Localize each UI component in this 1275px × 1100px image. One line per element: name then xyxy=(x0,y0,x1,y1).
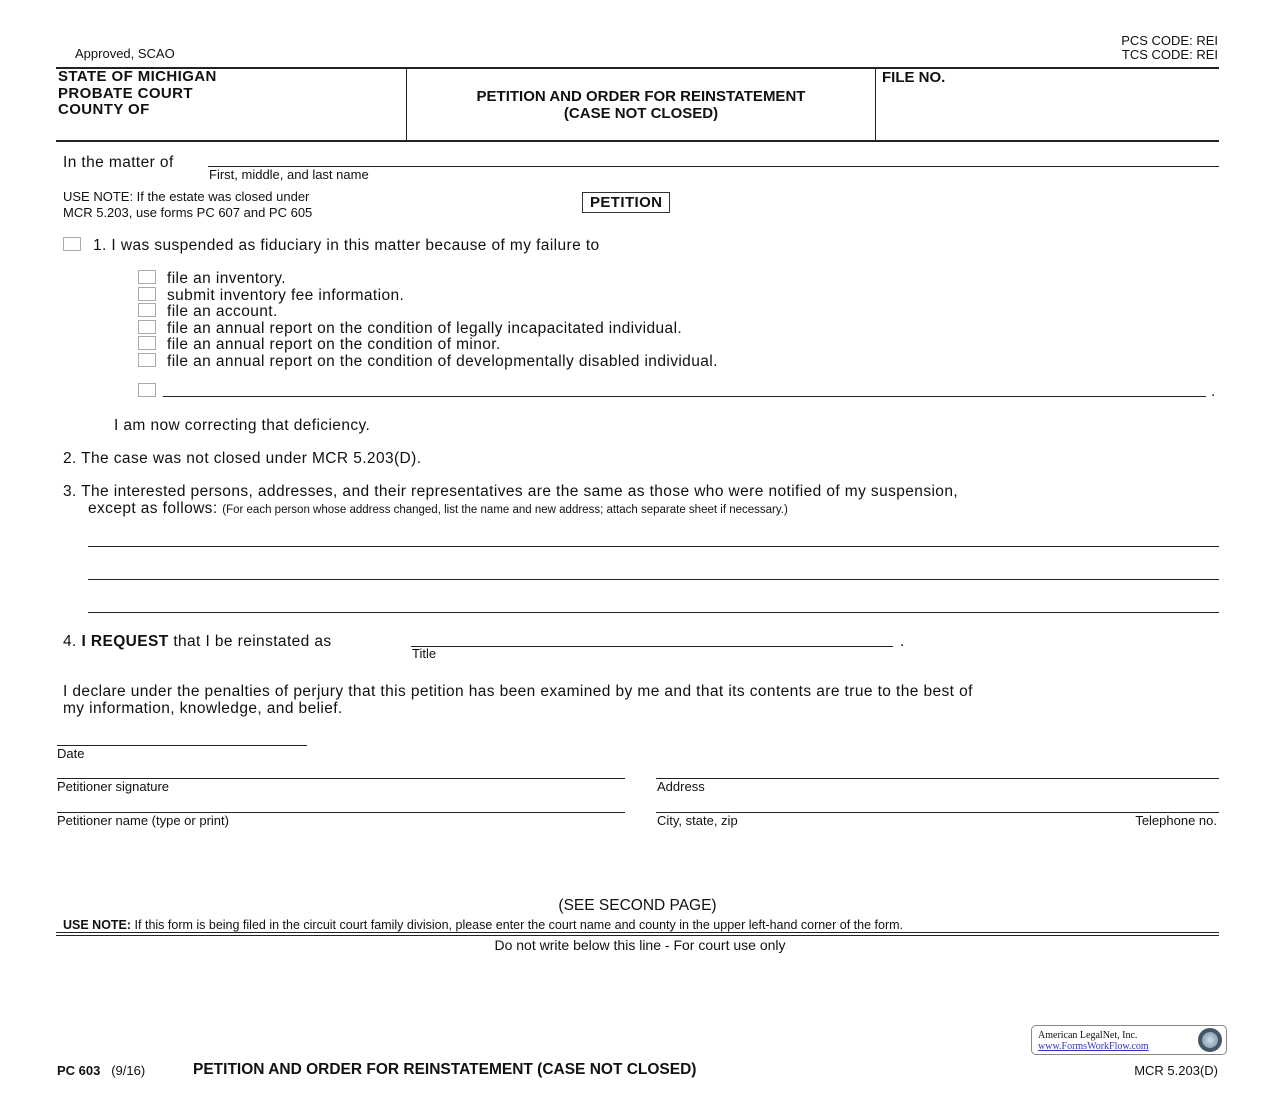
other-field[interactable] xyxy=(163,396,1206,397)
city-label: City, state, zip xyxy=(657,813,738,828)
declaration-line: I declare under the penalties of perjury that this petition has been examined by me and that its contents are true to the best of xyxy=(63,683,973,700)
telephone-label: Telephone no. xyxy=(1135,813,1217,828)
item3-field-3[interactable] xyxy=(88,612,1219,613)
option-checkbox[interactable] xyxy=(138,353,156,367)
address-field[interactable] xyxy=(656,778,1219,779)
option-label: file an inventory. xyxy=(167,270,286,287)
signature-label: Petitioner signature xyxy=(57,779,170,794)
item3-note: (For each person whose address changed, list the name and new address; attach separate sheet if necessary.) xyxy=(222,504,788,516)
option-label: file an annual report on the condition of legally incapacitated individual. xyxy=(167,319,683,337)
item1-text: 1. I was suspended as fiduciary in this matter because of my failure to xyxy=(93,237,600,254)
item4-text xyxy=(63,633,332,651)
option-checkbox[interactable] xyxy=(138,320,156,334)
footer-rule: MCR 5.203(D) xyxy=(1134,1063,1218,1078)
see-second-page: (SEE SECOND PAGE) xyxy=(558,897,717,914)
use-note-text: If this form is being filed in the circuit court family division, please enter the court name and county in the upper left-hand corner of the form. xyxy=(134,918,903,932)
file-no-field[interactable]: FILE NO. xyxy=(882,69,946,86)
other-checkbox[interactable] xyxy=(138,383,156,397)
use-note-bold: USE NOTE: xyxy=(63,918,132,932)
court-state: STATE OF MICHIGAN xyxy=(58,68,217,85)
name-label: Petitioner name (type or print) xyxy=(57,813,229,828)
use-note-line: USE NOTE: If the estate was closed under xyxy=(63,189,310,204)
tcs-code: TCS CODE: REI xyxy=(1121,47,1218,62)
matter-label: In the matter of xyxy=(63,154,174,171)
item1-checkbox[interactable] xyxy=(63,237,81,251)
option-label: file an account. xyxy=(167,303,278,320)
item4-label: that I be reinstated as xyxy=(173,633,332,650)
item3-field-1[interactable] xyxy=(88,546,1219,547)
form-revision: (9/16) xyxy=(111,1063,146,1078)
item4-num: 4. xyxy=(63,633,77,650)
option-checkbox[interactable] xyxy=(138,270,156,284)
title-sublabel: Title xyxy=(412,646,437,661)
item4-bold: I REQUEST xyxy=(81,633,169,650)
item4-end: . xyxy=(900,633,905,650)
court-county[interactable]: COUNTY OF xyxy=(58,101,150,118)
declaration-line: my information, knowledge, and belief. xyxy=(63,700,343,717)
item3-field-2[interactable] xyxy=(88,579,1219,580)
declaration xyxy=(63,683,973,717)
court-block xyxy=(58,69,217,119)
approved-label: Approved, SCAO xyxy=(75,46,175,61)
court-name: PROBATE COURT xyxy=(58,84,193,102)
item2-text: 2. The case was not closed under MCR 5.203(D). xyxy=(63,450,422,467)
date-field[interactable] xyxy=(57,745,307,746)
item3-except: except as follows: xyxy=(88,500,218,517)
logo-url[interactable]: www.FormsWorkFlow.com xyxy=(1038,1041,1149,1052)
globe-icon xyxy=(1198,1028,1222,1052)
option-label: submit inventory fee information. xyxy=(167,286,405,304)
date-label: Date xyxy=(57,746,85,761)
option-label: file an annual report on the condition of minor. xyxy=(167,336,501,353)
court-use-only: Do not write below this line - For court use only xyxy=(494,937,786,953)
form-title xyxy=(407,88,875,122)
address-label: Address xyxy=(657,779,705,794)
use-note xyxy=(63,189,312,221)
form-number: PC 603 xyxy=(57,1063,101,1078)
option-label: file an annual report on the condition of developmentally disabled individual. xyxy=(167,352,718,370)
title-field[interactable] xyxy=(411,646,893,647)
item3-line2 xyxy=(88,500,788,518)
form-footer-id xyxy=(57,1063,145,1078)
option-checkbox[interactable] xyxy=(138,303,156,317)
logo-name: American LegalNet, Inc. xyxy=(1038,1030,1138,1041)
title-line: PETITION AND ORDER FOR REINSTATEMENT xyxy=(476,88,806,105)
use-note-line: MCR 5.203, use forms PC 607 and PC 605 xyxy=(63,205,313,220)
pcs-code: PCS CODE: REI xyxy=(1121,33,1218,48)
american-legalnet-logo[interactable] xyxy=(1031,1025,1227,1055)
footer-use-note xyxy=(63,918,903,932)
footer-title: PETITION AND ORDER FOR REINSTATEMENT (CASE NOT CLOSED) xyxy=(193,1061,697,1078)
option-checkbox[interactable] xyxy=(138,287,156,301)
correcting-text: I am now correcting that deficiency. xyxy=(114,417,371,434)
other-end: . xyxy=(1211,383,1216,400)
option-checkbox[interactable] xyxy=(138,336,156,350)
matter-sublabel: First, middle, and last name xyxy=(209,167,369,182)
petition-heading: PETITION xyxy=(582,192,670,213)
title-line: (CASE NOT CLOSED) xyxy=(563,105,719,122)
item3-line1: 3. The interested persons, addresses, and their representatives are the same as those who were notified of my suspension, xyxy=(63,483,959,500)
